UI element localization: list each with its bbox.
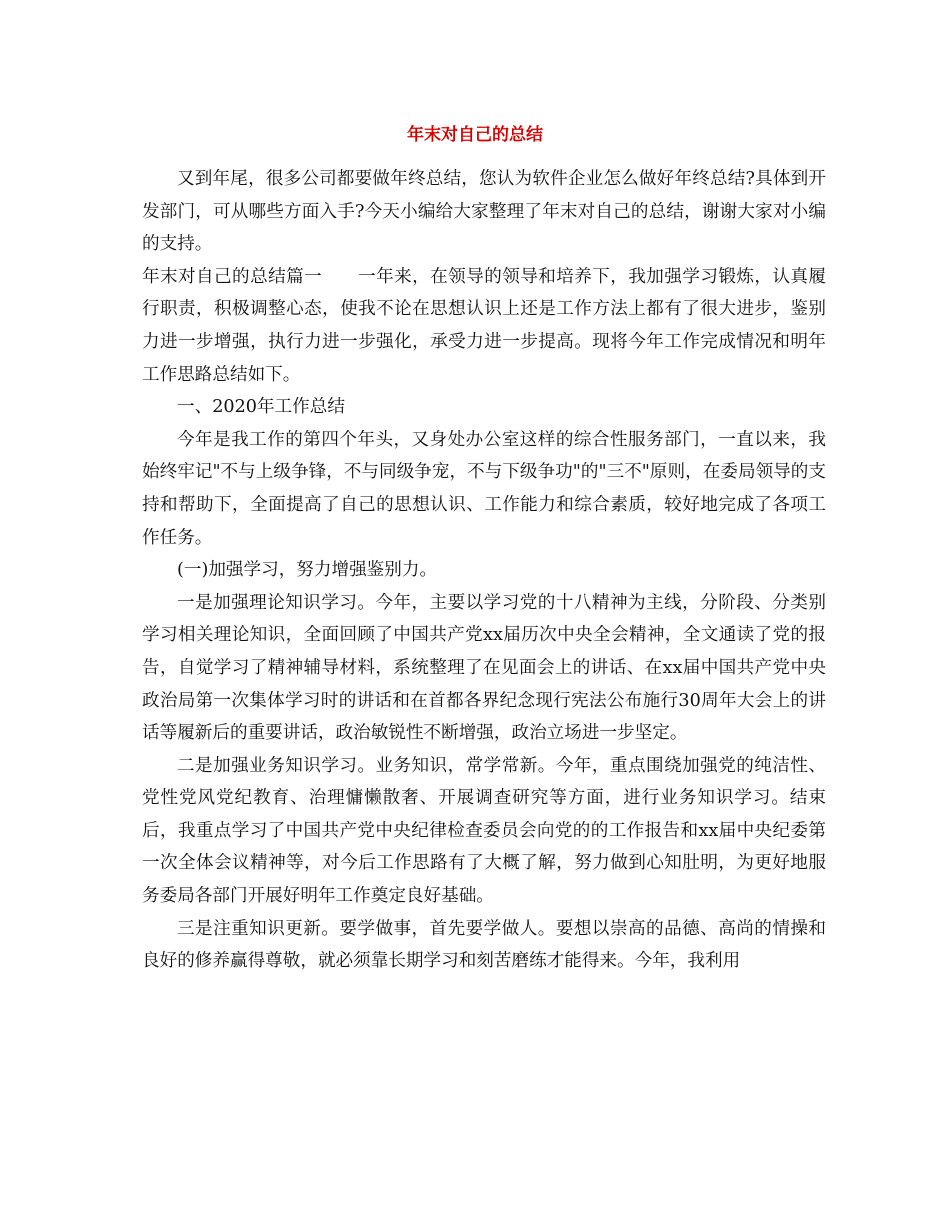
- paragraph-knowledge-update: 三是注重知识更新。要学做事，首先要学做人。要想以崇高的品德、高尚的情操和良好的修养赢得尊敬，就必须靠长期学习和刻苦磨练才能得来。今年，我利用: [142, 918, 826, 972]
- subsection-heading-strengthen-learning: (一)加强学习，努力增强鉴别力。: [177, 560, 438, 581]
- section-heading-2020-summary: 一、2020年工作总结: [177, 397, 345, 418]
- document-body: [142, 163, 826, 978]
- paragraph-work-overview: 今年是我工作的第四个年头，又身处办公室这样的综合性服务部门，一直以来，我始终牢记"不与上级争锋，不与同级争宠，不与下级争功"的"三不"原则，在委局领导的支持和帮助下，全面提高了自己的思想认识、工作能力和综合素质，较好地完成了各项工作任务。: [142, 429, 826, 548]
- paragraph-article-one-opening: 年末对自己的总结篇一 一年来，在领导的领导和培养下，我加强学习锻炼，认真履行职责，积极调整心态，使我不论在思想认识上还是工作方法上都有了很大进步，鉴别力进一步增强，执行力进一步强化，承受力进一步提高。现将今年工作完成情况和明年工作思路总结如下。: [142, 266, 826, 385]
- paragraph-intro: 又到年尾，很多公司都要做年终总结，您认为软件企业怎么做好年终总结?具体到开发部门，可从哪些方面入手?今天小编给大家整理了年末对自己的总结，谢谢大家对小编的支持。: [142, 169, 826, 255]
- document-title: 年末对自己的总结: [407, 125, 543, 145]
- paragraph-business-learning: 二是加强业务知识学习。业务知识，常学常新。今年，重点围绕加强党的纯洁性、党性党风党纪教育、治理慵懒散奢、开展调查研究等方面，进行业务知识学习。结束后，我重点学习了中国共产党中央纪律检查委员会向党的的工作报告和xx届中央纪委第一次全体会议精神等，对今后工作思路有了大概了解，努力做到心知肚明，为更好地服务委局各部门开展好明年工作奠定良好基础。: [142, 755, 826, 907]
- paragraph-theory-learning: 一是加强理论知识学习。今年，主要以学习党的十八精神为主线，分阶段、分类别学习相关理论知识，全面回顾了中国共产党xx届历次中央全会精神，全文通读了党的报告，自觉学习了精神辅导材料，系统整理了在见面会上的讲话、在xx届中国共产党中央政治局第一次集体学习时的讲话和在首都各界纪念现行宪法公布施行30周年大会上的讲话等履新后的重要讲话，政治敏锐性不断增强，政治立场进一步坚定。: [142, 592, 826, 744]
